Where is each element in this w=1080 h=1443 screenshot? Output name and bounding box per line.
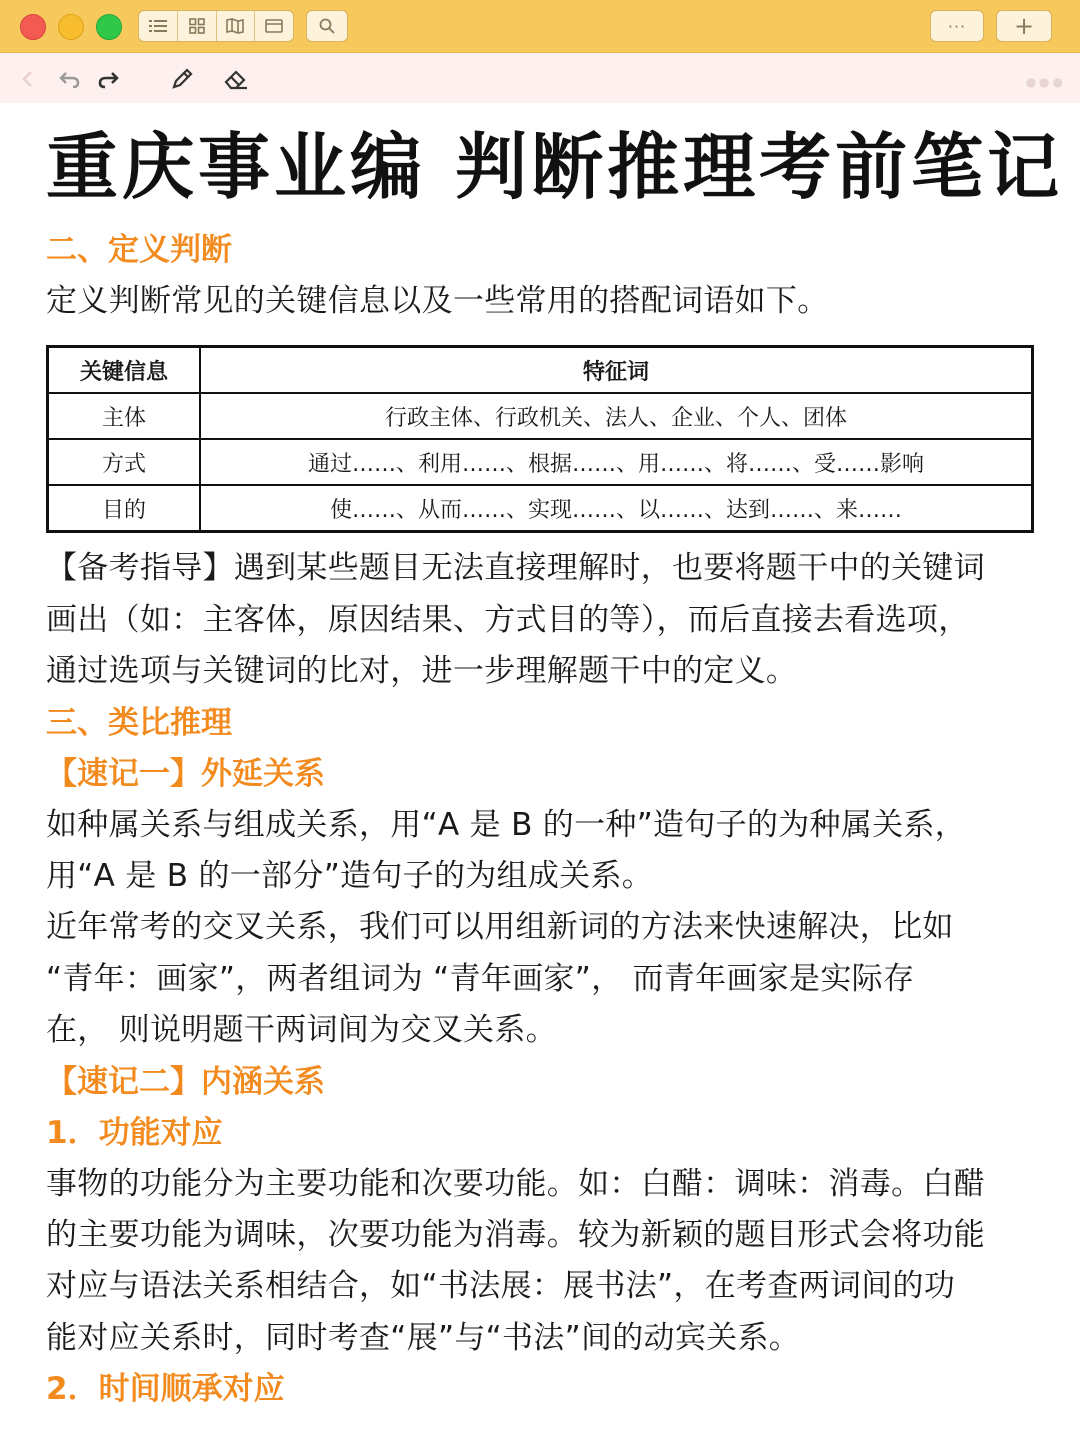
note-page [46,103,1064,1415]
memo1-line: 如种属关系与组成关系，用“A 是 B 的一种”造句子的为种属关系， [46,806,967,843]
search-icon [319,18,335,34]
eraser-tool-button[interactable] [222,65,250,93]
section-heading-analogy: 三、类比推理 [46,704,232,741]
guide-line: 通过选项与关键词的比对，进一步理解题干中的定义。 [46,653,798,690]
guide-line: 画出（如：主客体，原因结果、方式目的等），而后直接去看选项， [46,601,970,638]
book-icon [226,18,244,34]
subheading-function: 1．功能对应 [46,1114,223,1151]
sub1-line: 事物的功能分为主要功能和次要功能。如：白醋：调味：消毒。白醋 [46,1165,985,1202]
section-heading-definition: 二、定义判断 [46,232,232,268]
grid-view-button[interactable] [178,11,217,41]
close-window-button[interactable] [20,14,46,40]
minimize-window-button[interactable] [58,14,84,40]
table-row [48,393,1033,439]
toolbar-overflow-dots[interactable]: ●●● [1025,75,1066,89]
chevron-left-icon [21,69,35,89]
memo1-line: 用“A 是 B 的一部分”造句子的为组成关系。 [46,858,654,895]
more-options-button[interactable]: ··· [930,10,984,42]
undo-icon [58,69,82,89]
table-header-row [48,347,1033,394]
table-header-cell: 关键信息 [48,347,201,394]
table-cell: 使……、从而……、实现……、以……、达到……、来…… [200,485,1033,532]
undo-button[interactable] [56,65,84,93]
guide-line: 【备考指导】遇到某些题目无法直接理解时，也要将题干中的关键词 [46,550,985,587]
search-button[interactable] [306,10,348,42]
view-mode-segmented-control [138,10,294,42]
memo1-line: 近年常考的交叉关系，我们可以用组新词的方法来快速解决，比如 [46,909,954,946]
list-view-button[interactable] [139,11,178,41]
table-cell: 方式 [48,439,201,485]
window-titlebar [0,0,1080,53]
memo-heading-intension: 【速记二】内涵关系 [46,1063,325,1100]
list-icon [149,18,167,34]
sub1-line: 的主要功能为调味，次要功能为消毒。较为新颖的题目形式会将功能 [46,1217,985,1254]
table-cell: 目的 [48,485,201,532]
table-cell: 行政主体、行政机关、法人、企业、个人、团体 [200,393,1033,439]
pencil-icon [169,66,195,92]
subheading-time-sequence: 2．时间顺承对应 [46,1371,285,1408]
table-cell: 主体 [48,393,201,439]
redo-button[interactable] [94,65,122,93]
sub1-line: 对应与语法关系相结合，如“书法展：展书法”，在考查两词间的功 [46,1268,956,1305]
page-title: 重庆事业编 判断推理考前笔记 [46,125,1064,209]
memo1-line: 在， 则说明题干两词间为交叉关系。 [46,1012,557,1049]
table-cell: 通过……、利用……、根据……、用……、将……、受……影响 [200,439,1033,485]
page-view-button[interactable] [255,11,293,41]
table-row [48,439,1033,485]
new-page-button[interactable]: + [996,10,1052,42]
zoom-window-button[interactable] [96,14,122,40]
keyword-table [46,345,1034,533]
sub1-line: 能对应关系时，同时考查“展”与“书法”间的动宾关系。 [46,1319,801,1356]
pen-tool-button[interactable] [168,65,196,93]
eraser-icon [222,66,250,92]
window-icon [265,18,283,34]
grid-icon [189,18,205,34]
memo1-line: “青年：画家”，两者组词为 “青年画家”， 而青年画家是实际存 [46,960,915,997]
section-intro: 定义判断常见的关键信息以及一些常用的搭配词语如下。 [46,283,829,319]
table-row [48,485,1033,532]
memo-heading-extension: 【速记一】外延关系 [46,755,325,792]
editing-toolbar [0,53,1080,103]
table-header-cell: 特征词 [200,347,1033,394]
redo-icon [96,69,120,89]
back-button[interactable] [14,65,42,93]
book-view-button[interactable] [217,11,256,41]
